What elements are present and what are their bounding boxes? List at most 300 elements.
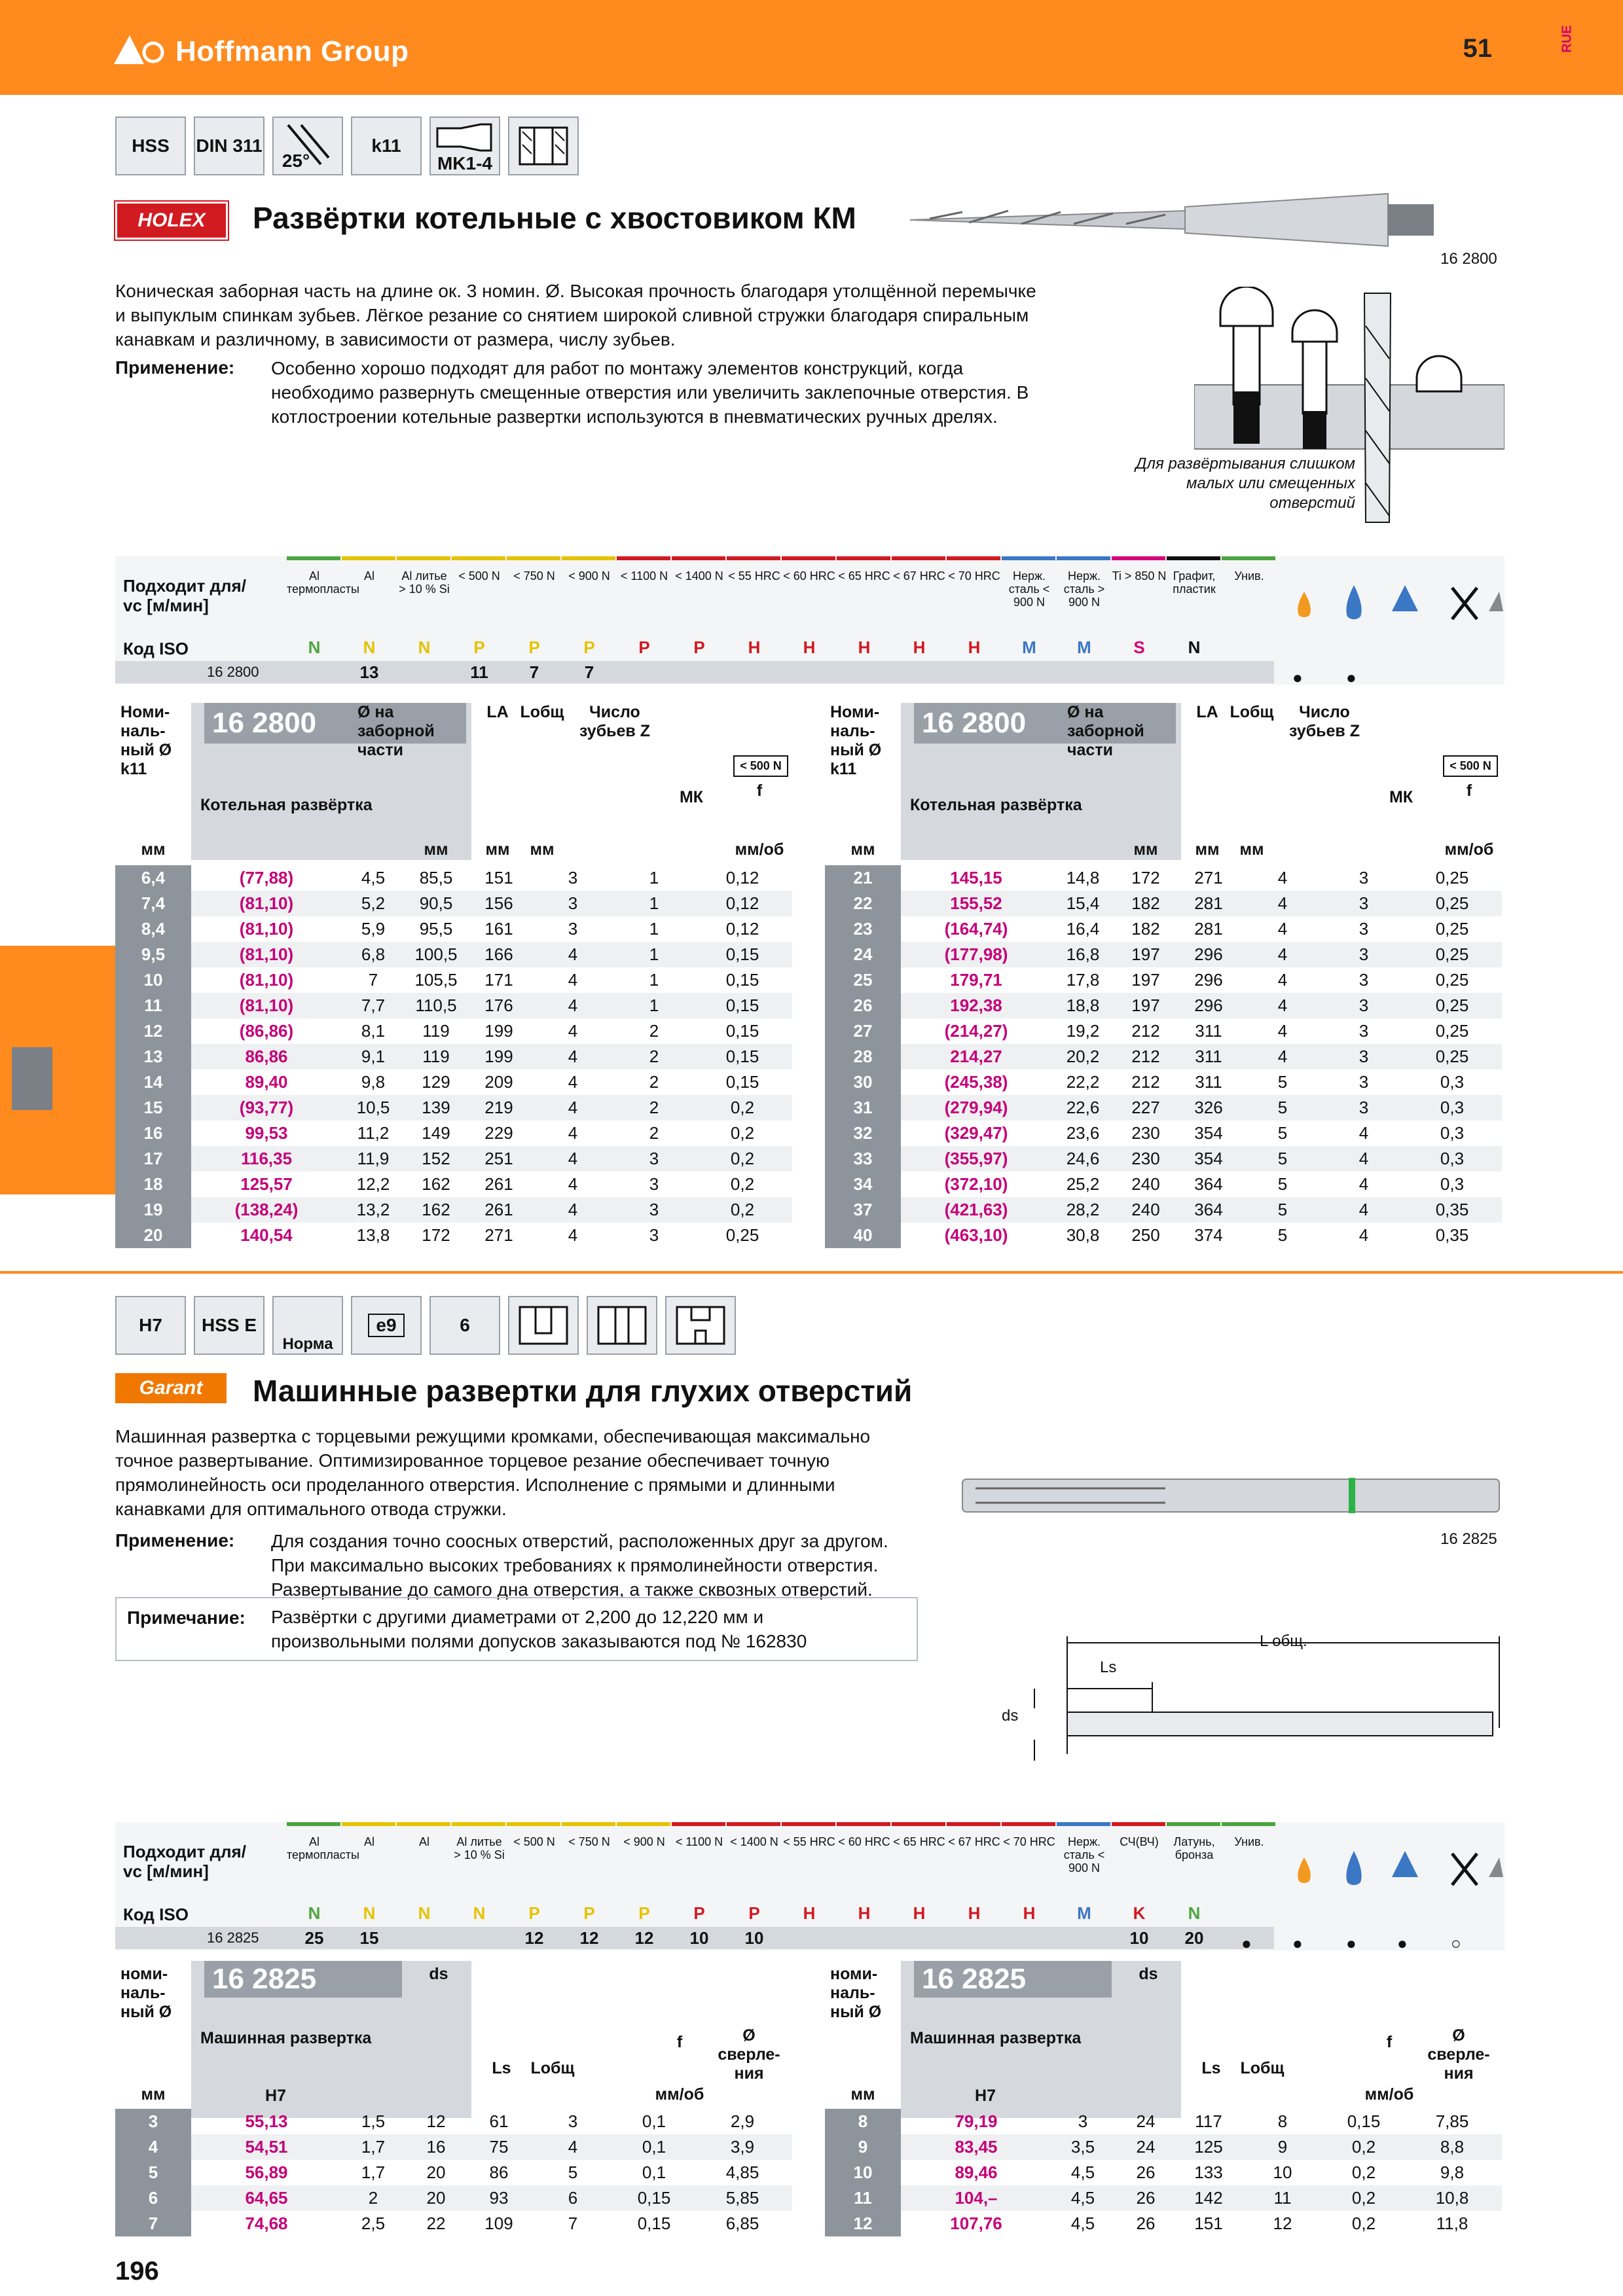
- table-cell: 3: [1359, 1072, 1369, 1092]
- price: 64,65: [245, 2188, 288, 2208]
- material-color-bar: [342, 556, 395, 560]
- table-cell: 0,15: [725, 1072, 759, 1092]
- price: (177,98): [944, 944, 1008, 964]
- table-row: [825, 2134, 1502, 2160]
- table-cell: 0,25: [1435, 893, 1469, 913]
- table-cell: 3: [1359, 1098, 1369, 1117]
- material-color-bar: [1167, 1822, 1220, 1826]
- table-cell: 1,5: [361, 2111, 386, 2131]
- price: (81,10): [239, 996, 294, 1015]
- table-row: [115, 1121, 792, 1146]
- nominal-diameter: 18: [115, 1172, 191, 1197]
- table-cell: 26: [1136, 2162, 1156, 2182]
- table-row: [115, 2160, 792, 2185]
- material-color-bar: [782, 1822, 835, 1826]
- table-cell: 4,5: [1070, 2162, 1095, 2182]
- table-row: [115, 1146, 792, 1172]
- material-color-bar: [1002, 1822, 1055, 1826]
- nominal-diameter: 37: [825, 1197, 901, 1223]
- material-color-bar: [452, 556, 505, 560]
- table-cell: 12: [1273, 2214, 1292, 2233]
- nominal-diameter: 11: [825, 2185, 901, 2211]
- figure-caption: Для развёртывания слишком малых или смещенных отверстий: [1135, 455, 1355, 512]
- iso-code: P: [583, 1903, 595, 1923]
- nominal-diameter: 15: [115, 1095, 191, 1121]
- table-cell: 25,2: [1066, 1174, 1100, 1194]
- iso-code: P: [528, 637, 540, 657]
- table-cell: 3: [1078, 2111, 1088, 2131]
- table-cell: 251: [484, 1149, 513, 1168]
- material-column: Графит, пластик: [1173, 569, 1216, 596]
- material-column: Al: [363, 569, 374, 583]
- price: (81,10): [239, 970, 294, 990]
- table-cell: 19,2: [1066, 1021, 1100, 1041]
- material-color-bar: [947, 1822, 1000, 1826]
- table-cell: 0,25: [1435, 970, 1469, 990]
- suit-label: Подходит для/ vc [м/мин]: [123, 576, 246, 615]
- table-cell: 182: [1131, 893, 1160, 913]
- table-cell: 11: [1273, 2188, 1292, 2208]
- table-cell: 4: [1277, 868, 1288, 888]
- table-cell: 85,5: [419, 868, 453, 888]
- iso-code: P: [528, 1903, 540, 1923]
- table-cell: 3: [568, 2111, 578, 2131]
- dim-ds: ds: [1002, 1707, 1019, 1725]
- page-header: [0, 0, 1623, 95]
- table-cell: 0,2: [730, 1149, 755, 1168]
- table-cell: 5: [1277, 1174, 1288, 1194]
- table-cell: 10,8: [1435, 2188, 1469, 2208]
- table-cell: 24: [1136, 2111, 1156, 2131]
- material-color-bar: [892, 556, 945, 560]
- table-cell: 4: [1359, 1149, 1369, 1168]
- table-cell: 11,2: [357, 1123, 390, 1143]
- price: 56,89: [245, 2162, 288, 2182]
- table-cell: 271: [484, 1225, 513, 1245]
- table-cell: 2: [649, 1047, 659, 1066]
- material-color-bar: [562, 1822, 615, 1826]
- table-cell: 171: [484, 970, 513, 990]
- nominal-diameter: 9,5: [115, 942, 191, 967]
- table-cell: 4: [568, 1225, 578, 1245]
- material-column: < 60 HRC: [783, 569, 835, 583]
- spec-morse-taper: MK1-4: [429, 117, 500, 175]
- table-cell: 0,25: [1435, 919, 1469, 939]
- table-cell: 11,8: [1436, 2214, 1468, 2233]
- material-color-bar: [1112, 556, 1165, 560]
- table-cell: 9: [1277, 2137, 1288, 2157]
- table-cell: 4: [1277, 1047, 1288, 1066]
- table-cell: 152: [422, 1149, 450, 1168]
- table-cell: 5: [1277, 1225, 1288, 1245]
- price: (81,10): [239, 919, 294, 939]
- table-cell: 11,9: [357, 1149, 390, 1168]
- nominal-diameter: 8,4: [115, 916, 191, 942]
- price: 125,57: [240, 1174, 293, 1194]
- table-cell: 172: [422, 1225, 450, 1245]
- table-cell: 296: [1194, 996, 1223, 1015]
- price: 214,27: [950, 1047, 1002, 1066]
- table-cell: 109: [484, 2214, 513, 2233]
- table-cell: 296: [1194, 944, 1223, 964]
- table-cell: 3: [649, 1200, 659, 1219]
- nominal-diameter: 8: [825, 2109, 901, 2134]
- suitability-table-2: Подходит для/ vc [м/мин] Код ISO 16 2825 Al термопласты N 25 Al N 15 Al N Al литье > 10 % Si N < 500 N P 12 < 750 N P 12 < 900 N P 12 < 1100 N P 10 < 1400 N P 10 < 55 HRC H < 60 HRC H < 65 HRC H < 67 HRC H < 70 HRC H Нерж. сталь < 900 N M СЧ(ВЧ) K 10 Латунь, бронза N 20 Унив. ● ● ● ● ○: [115, 1822, 1504, 1950]
- table-cell: 0,15: [725, 1021, 759, 1041]
- table-cell: 0,35: [1435, 1200, 1469, 1219]
- table-cell: 119: [422, 1021, 450, 1041]
- material-color-bar: [617, 556, 670, 560]
- section1-application-text: Особенно хорошо подходят для работ по монтажу элементов конструкций, когда необходимо развернуть смещенные отверстия или увеличить заклепочные отверстия. В котлостроении котельные развертки используются в пневматических ручных дрелях.: [271, 358, 1029, 427]
- table-cell: 139: [422, 1098, 450, 1117]
- table-cell: 149: [422, 1123, 450, 1143]
- table-cell: 9,8: [361, 1072, 386, 1092]
- material-column: < 70 HRC: [948, 569, 1000, 583]
- price: 55,13: [245, 2111, 288, 2131]
- table-cell: 0,2: [730, 1098, 755, 1117]
- table-cell: 3: [649, 1225, 659, 1245]
- morse-taper-icon: [435, 122, 494, 153]
- table-cell: 7: [568, 2214, 578, 2233]
- table-cell: 4: [1277, 919, 1288, 939]
- nominal-diameter: 23: [825, 916, 901, 942]
- nominal-diameter: 27: [825, 1018, 901, 1044]
- table-cell: 5,85: [725, 2188, 759, 2208]
- table-cell: 354: [1194, 1149, 1223, 1168]
- material-column: Al литье > 10 % Si: [399, 569, 450, 596]
- table-cell: 119: [422, 1047, 450, 1066]
- section2-description: Машинная развертка с торцевыми режущими кромками, обеспечивающая максимально точное развертывание. Оптимизированное торцевое резание обеспечивает точную прямолинейность оси проделанного отверстия. Исполнение с прямыми и длинными канавками для оптимального отвода стружки.: [115, 1426, 871, 1519]
- table-cell: 8,1: [361, 1021, 386, 1041]
- table-row: [825, 1197, 1502, 1223]
- table-cell: 230: [1131, 1123, 1160, 1143]
- table-cell: 229: [484, 1123, 513, 1143]
- table-cell: 3: [1359, 1021, 1369, 1041]
- table-cell: 20,2: [1066, 1047, 1100, 1066]
- nominal-diameter: 5: [115, 2160, 191, 2185]
- nominal-diameter: 33: [825, 1146, 901, 1172]
- nominal-diameter: 10: [825, 2160, 901, 2185]
- table-cell: 4: [568, 970, 578, 990]
- table-cell: 3: [1359, 996, 1369, 1015]
- table-cell: 3,5: [1070, 2137, 1095, 2157]
- price: 54,51: [245, 2137, 288, 2157]
- material-color-bar: [892, 1822, 945, 1826]
- note-box: Примечание: Развёртки с другими диаметрами от 2,200 до 12,220 мм и произвольными полями допусков заказываются под № 162830: [115, 1597, 918, 1661]
- table-cell: 4: [1359, 1174, 1369, 1194]
- table-cell: 212: [1131, 1047, 1160, 1066]
- table-cell: 4: [568, 1072, 578, 1092]
- material-color-bar: [837, 1822, 890, 1826]
- table-cell: 24: [1136, 2137, 1156, 2157]
- coolant-dot: ●: [1292, 1933, 1303, 1953]
- price: (245,38): [944, 1072, 1008, 1092]
- iso-code: H: [803, 637, 816, 657]
- material-column: Al: [418, 1835, 429, 1848]
- table-cell: 0,1: [642, 2111, 666, 2131]
- price: 192,38: [950, 996, 1002, 1015]
- table-cell: 4: [1277, 1021, 1288, 1041]
- table-cell: 0,1: [642, 2137, 666, 2157]
- table-cell: 0,2: [1351, 2214, 1376, 2233]
- table-cell: 28,2: [1066, 1200, 1100, 1219]
- table-cell: 1: [649, 970, 659, 990]
- table-cell: 1,7: [361, 2137, 386, 2157]
- table-cell: 311: [1195, 1021, 1222, 1041]
- cutting-speed: 12: [579, 1928, 599, 1948]
- table-cell: 16: [426, 2137, 446, 2157]
- table-cell: 86: [489, 2162, 509, 2182]
- iso-code: N: [363, 637, 376, 657]
- table-row: [825, 1069, 1502, 1095]
- table-cell: 30,8: [1066, 1225, 1100, 1245]
- table-cell: 261: [484, 1200, 513, 1219]
- table-row: [825, 942, 1502, 967]
- table-cell: 197: [1131, 970, 1160, 990]
- table-cell: 14,8: [1066, 868, 1100, 888]
- nominal-diameter: 7: [115, 2211, 191, 2236]
- nominal-diameter: 9: [825, 2134, 901, 2160]
- iso-code: P: [693, 637, 705, 657]
- table-row: [115, 1172, 792, 1197]
- material-column: < 1400 N: [675, 569, 723, 583]
- material-color-bar: [1057, 1822, 1110, 1826]
- nominal-diameter: 12: [115, 1018, 191, 1044]
- nominal-diameter: 14: [115, 1069, 191, 1095]
- table-cell: 61: [489, 2111, 509, 2131]
- table-cell: 2: [649, 1072, 659, 1092]
- table-cell: 3: [568, 893, 578, 913]
- table-cell: 117: [1195, 2111, 1222, 2131]
- table-cell: 15,4: [1066, 893, 1100, 913]
- cutting-speed: 12: [524, 1928, 544, 1948]
- table-row: [115, 1044, 792, 1069]
- table-cell: 4: [568, 1174, 578, 1194]
- dim-l-total: L общ.: [1260, 1632, 1307, 1650]
- image-code-162825: 16 2825: [1440, 1530, 1497, 1548]
- table-cell: 0,15: [725, 970, 759, 990]
- price: 74,68: [245, 2214, 288, 2233]
- table-cell: 4: [568, 996, 578, 1015]
- table-cell: 4: [568, 1021, 578, 1041]
- spec-din: DIN 311: [194, 117, 264, 175]
- table-cell: 18,8: [1066, 996, 1100, 1015]
- iso-code: M: [1077, 637, 1091, 657]
- table-cell: 2: [649, 1098, 659, 1117]
- spec-flutes: 6: [429, 1296, 500, 1355]
- table-row: [825, 967, 1502, 993]
- cutting-speed: 11: [470, 662, 488, 682]
- nominal-diameter: 22: [825, 891, 901, 916]
- iso-code: H: [858, 1903, 871, 1923]
- nominal-diameter: 12: [825, 2211, 901, 2236]
- spec-hss: HSS: [115, 117, 186, 175]
- price: 89,40: [245, 1072, 288, 1092]
- table-cell: 2,5: [361, 2214, 386, 2233]
- table-cell: 3: [568, 919, 578, 939]
- material-color-bar: [287, 556, 340, 560]
- material-color-bar: [617, 1822, 670, 1826]
- blind-hole-icon: [508, 1296, 579, 1355]
- section2-application-text: Для создания точно соосных отверстий, расположенных друг за другом. При максимально высоких требованиях к прямолинейности отверстия. Развертывание до самого дна отверстия, а также сквозных отверстий.: [271, 1531, 888, 1600]
- table-cell: 129: [422, 1072, 450, 1092]
- table-cell: 374: [1194, 1225, 1223, 1245]
- price: (81,10): [239, 944, 294, 964]
- table-cell: 22,2: [1066, 1072, 1100, 1092]
- table-row: [825, 2160, 1502, 2185]
- nominal-diameter: 28: [825, 1044, 901, 1069]
- table-cell: 20: [426, 2188, 446, 2208]
- table-row: [825, 993, 1502, 1018]
- table-cell: 4: [1359, 1123, 1369, 1143]
- material-column: < 67 HRC: [893, 569, 945, 583]
- section2-title: Машинные развертки для глухих отверстий: [253, 1374, 913, 1408]
- material-color-bar: [1167, 556, 1220, 560]
- table-cell: 0,2: [1351, 2188, 1376, 2208]
- table-row: [825, 1223, 1502, 1248]
- material-column: < 900 N: [623, 1835, 665, 1848]
- material-color-bar: [562, 556, 615, 560]
- table-cell: 0,25: [1435, 944, 1469, 964]
- table-cell: 311: [1195, 1047, 1222, 1066]
- table-cell: 100,5: [414, 944, 458, 964]
- spec-hsse: HSS E: [194, 1296, 264, 1355]
- cutting-speed: 25: [304, 1928, 324, 1948]
- table-cell: 1: [649, 996, 659, 1015]
- table-row: [825, 1121, 1502, 1146]
- table-row: [115, 1197, 792, 1223]
- table-cell: 9,1: [361, 1047, 386, 1066]
- table-cell: 133: [1194, 2162, 1223, 2182]
- price: (81,10): [239, 893, 294, 913]
- table-row: [825, 1018, 1502, 1044]
- iso-label: Код ISO: [123, 639, 189, 658]
- table-cell: 4: [568, 1149, 578, 1168]
- price: (164,74): [944, 919, 1008, 939]
- table-row: [115, 967, 792, 993]
- iso-code: N: [418, 1903, 431, 1923]
- material-column: < 900 N: [568, 569, 610, 583]
- table-cell: 281: [1194, 919, 1223, 939]
- table-cell: 22,6: [1066, 1098, 1100, 1117]
- table-cell: 166: [484, 944, 513, 964]
- table-row: [115, 2185, 792, 2211]
- table-cell: 3: [1359, 1047, 1369, 1066]
- table-cell: 240: [1131, 1174, 1160, 1194]
- nominal-diameter: 40: [825, 1223, 901, 1248]
- iso-code: N: [1188, 637, 1201, 657]
- spec-tolerance: k11: [351, 117, 422, 175]
- price: 104,–: [955, 2188, 998, 2208]
- table-row: [115, 2211, 792, 2236]
- table-cell: 95,5: [419, 919, 453, 939]
- table-cell: 0,25: [1435, 868, 1469, 888]
- iso-code: N: [473, 1903, 486, 1923]
- table-cell: 4: [568, 1047, 578, 1066]
- table-cell: 162: [422, 1174, 450, 1194]
- price: (214,27): [944, 1021, 1008, 1041]
- nominal-diameter: 6: [115, 2185, 191, 2211]
- material-column: Al термопласты: [287, 569, 359, 596]
- material-column: Унив.: [1234, 1835, 1264, 1848]
- material-column: < 500 N: [458, 569, 500, 583]
- table-row: [825, 1044, 1502, 1069]
- table-row: [825, 2185, 1502, 2211]
- table-cell: 5,2: [361, 893, 386, 913]
- coolant-dot: ●: [1292, 668, 1303, 687]
- material-column: < 70 HRC: [1003, 1835, 1055, 1848]
- material-color-bar: [947, 556, 1000, 560]
- iso-code: H: [803, 1903, 816, 1923]
- section1-title: Развёртки котельные с хвостовиком КМ: [253, 201, 856, 235]
- table-cell: 2,9: [730, 2111, 755, 2131]
- material-color-bar: [1057, 556, 1110, 560]
- table-cell: 13,8: [356, 1225, 390, 1245]
- table-cell: 0,2: [730, 1200, 755, 1219]
- nominal-diameter: 26: [825, 993, 901, 1018]
- price: (138,24): [234, 1200, 299, 1219]
- material-color-bar: [1002, 556, 1055, 560]
- cutting-speed: 12: [634, 1928, 654, 1948]
- table-cell: 0,15: [1347, 2111, 1381, 2131]
- table-cell: 0,25: [1435, 1021, 1469, 1041]
- table-cell: 0,25: [1435, 996, 1469, 1015]
- table-cell: 219: [484, 1098, 513, 1117]
- table-cell: 0,3: [1440, 1149, 1465, 1168]
- table-cell: 227: [1131, 1098, 1160, 1117]
- table-cell: 4,5: [1070, 2188, 1095, 2208]
- table-cell: 7,85: [1435, 2111, 1469, 2131]
- table-row: [115, 916, 792, 942]
- coolant-dot-empty: ○: [1451, 1933, 1461, 1953]
- table-cell: 161: [484, 919, 513, 939]
- table-cell: 4: [1277, 893, 1288, 913]
- price: 179,71: [950, 970, 1002, 990]
- image-code-162800: 16 2800: [1440, 250, 1497, 268]
- iso-code: H: [1023, 1903, 1036, 1923]
- material-column: СЧ(ВЧ): [1120, 1835, 1159, 1848]
- material-color-bar: [727, 556, 780, 560]
- table-row: [115, 2134, 792, 2160]
- nominal-diameter: 24: [825, 942, 901, 967]
- table-cell: 142: [1194, 2188, 1223, 2208]
- price: 89,46: [955, 2162, 998, 2182]
- table-cell: 156: [484, 893, 513, 913]
- spec-h7: H7: [115, 1296, 186, 1355]
- cutting-speed: 20: [1184, 1928, 1204, 1948]
- iso-code: P: [638, 637, 650, 657]
- material-column: Al: [363, 1835, 374, 1848]
- price: (463,10): [944, 1225, 1008, 1245]
- table-cell: 4,5: [361, 868, 386, 888]
- nominal-diameter: 20: [115, 1223, 191, 1248]
- nominal-diameter: 30: [825, 1069, 901, 1095]
- coaxial-hole-icon: [587, 1296, 657, 1355]
- brand-name: Hoffmann Group: [175, 35, 409, 67]
- price: (86,86): [239, 1021, 294, 1041]
- table-cell: 0,25: [1435, 1047, 1469, 1066]
- table-cell: 0,3: [1440, 1072, 1465, 1092]
- table-cell: 12: [426, 2111, 446, 2131]
- coolant-icons: [1281, 1844, 1503, 1895]
- product-table-162800-right: 16 2800 Номи- наль- ный Ø k11 Котельная развёртка Ø на заборной части LA Lобщ Число зубьев Z МК f < 500 N мм мм мм мм мм/об 21 145,15 14,8 172 271 4 3 0,25 22 155,52 15,4 182 281 4 3 0,25 23 (164,74) 16,4 182 281 4 3 0,25 24 (177,98) 16,8 197 296 4 3 0,25 25 179,71 17,8 197 296 4 3 0,25 26 192,38 18,8 197 296 4 3 0,25 27 (214,27) 19,2 212 311 4 3 0,25 28 214,27 20,2 212 311 4 3 0,25 30 (245,38) 22,2 212 311 5 3 0,3 31 (279,94) 22,6 227 326 5 3 0,3 32 (329,47) 23,6 230 354 5 4 0,3 33 (355,97) 24,6 230 354 5 4 0,3 34 (372,10) 25,2 240 364 5 4 0,3 37 (421,63) 28,2 240 364 5 4 0,35 40 (463,10) 30,8 250 374 5 4 0,35: [825, 703, 1502, 1250]
- stepped-hole-icon: [665, 1296, 736, 1355]
- table-cell: 125: [1194, 2137, 1223, 2157]
- table-cell: 3,9: [730, 2137, 755, 2157]
- cutting-speed: 7: [584, 662, 594, 682]
- table-cell: 8,8: [1440, 2137, 1465, 2157]
- material-column: < 750 N: [568, 1835, 610, 1848]
